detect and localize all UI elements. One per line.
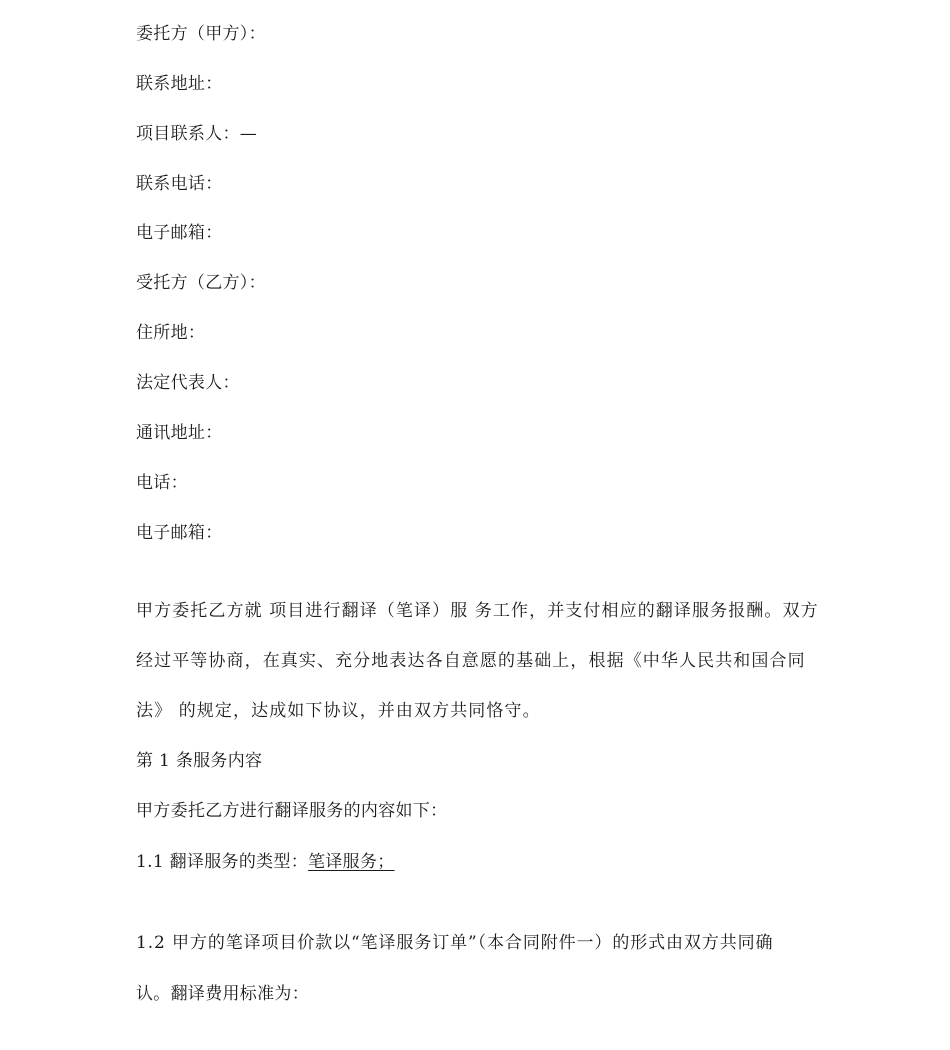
party-b-phone-label: 电话： — [136, 473, 188, 493]
party-a-address-label: 联系地址： — [136, 74, 223, 94]
preamble-line-1: 甲方委托乙方就 项目进行翻译（笔译）服 务工作，并支付相应的翻译服务报酬。双方 — [136, 601, 819, 621]
party-a-email-label: 电子邮箱： — [136, 223, 223, 243]
article-1-intro: 甲方委托乙方进行翻译服务的内容如下： — [136, 801, 448, 821]
party-b-mailing-address-label: 通讯地址： — [136, 423, 223, 443]
item-1-value: 笔译服务； — [308, 852, 395, 872]
party-b-legal-representative-label: 法定代表人： — [136, 373, 240, 393]
item-1-label: 1.1 翻译服务的类型： — [136, 852, 309, 872]
article-1-item-2-line-2: 认。翻译费用标准为： — [136, 984, 309, 1004]
preamble-line-2: 经过平等协商，在真实、充分地表达各自意愿的基础上，根据《中华人民共和国合同 — [136, 651, 806, 671]
article-1-item-2-line-1: 1.2 甲方的笔译项目价款以“笔译服务订单”（本合同附件一）的形式由双方共同确 — [136, 933, 774, 953]
party-a-title: 委托方（甲方）： — [136, 24, 266, 44]
party-b-title: 受托方（乙方）： — [136, 273, 266, 293]
party-a-contact-person-label: 项目联系人：— — [136, 124, 258, 144]
party-b-residence-label: 住所地： — [136, 323, 206, 343]
party-a-phone-label: 联系电话： — [136, 174, 223, 194]
article-1-heading: 第 1 条服务内容 — [136, 751, 263, 771]
preamble-line-3: 法》 的规定，达成如下协议，并由双方共同恪守。 — [136, 701, 541, 721]
party-b-email-label: 电子邮箱： — [136, 523, 223, 543]
article-1-item-1 — [136, 851, 395, 873]
